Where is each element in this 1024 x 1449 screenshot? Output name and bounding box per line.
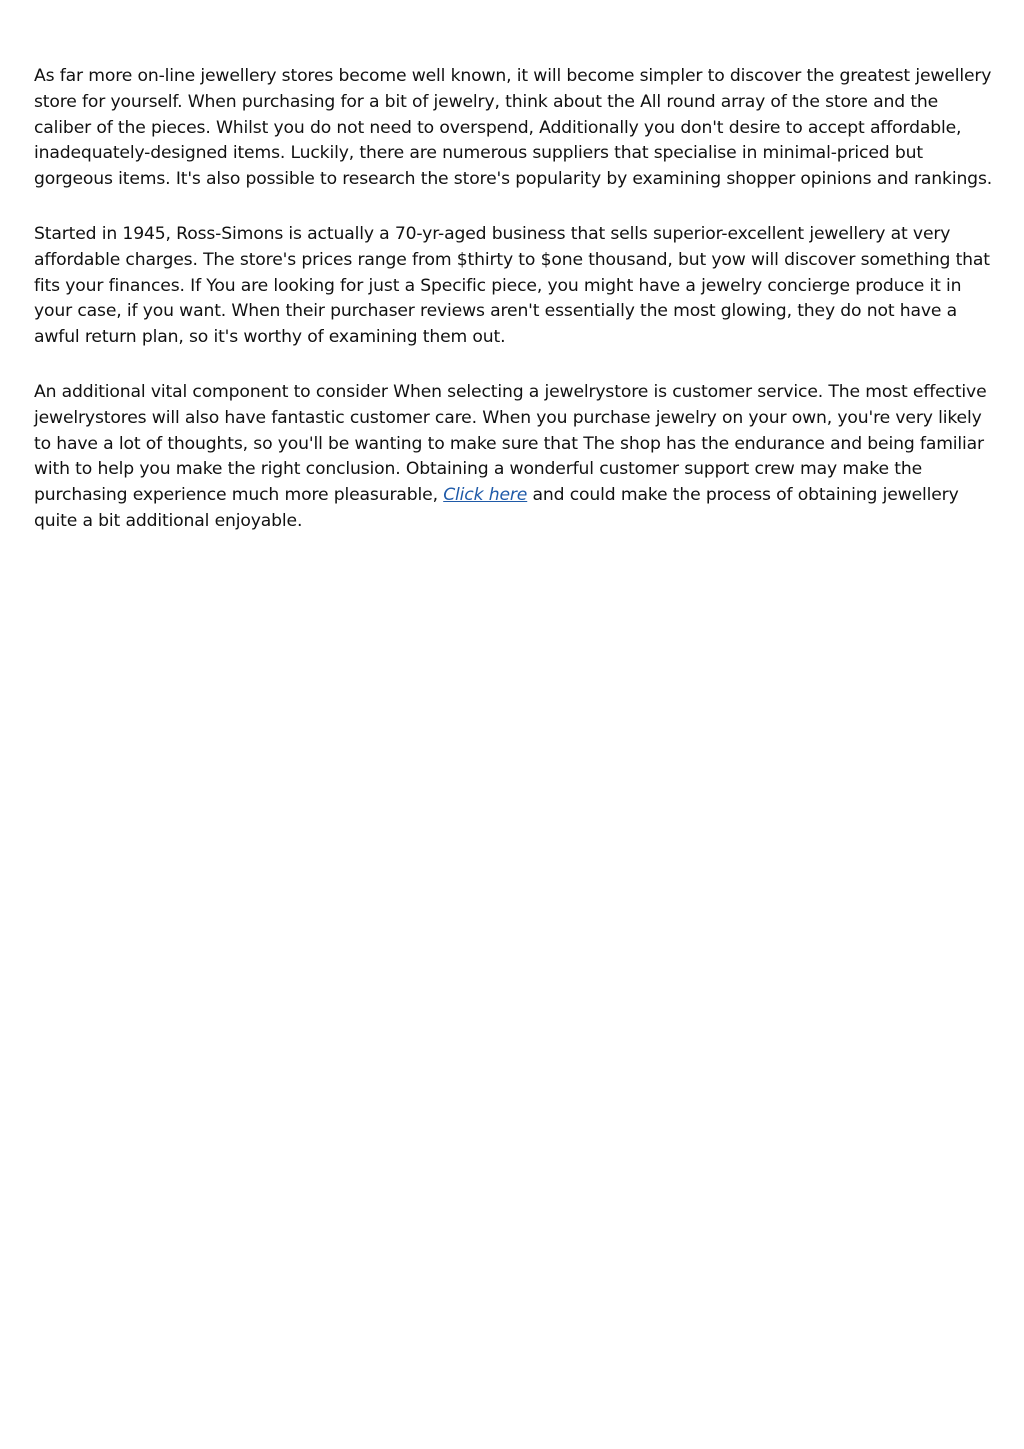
paragraph-intro: As far more on-line jewellery stores become well known, it will become simpler to discover the greatest jewellery store for yourself. When purchasing for a bit of jewelry, think about the All round array of the store and the caliber of the pieces. Whilst you do not need to overspend, Additionally you don't desire to accept affordable, inadequately-designed items. Luckily, there are numerous suppliers that specialise in minimal-priced but gorgeous items. It's also possible to research the store's popularity by examining shopper opinions and rankings. [34,66,993,190]
document-body [34,64,996,564]
click-here-link[interactable]: Click here [443,485,528,506]
paragraph-customer-service [34,380,996,535]
paragraph-ross-simons: Started in 1945, Ross-Simons is actually a 70-yr-aged business that sells superior-excellent jewellery at very affordable charges. The store's prices range from $thirty to $one thousand, but yow will discover something that fits your finances. If You are looking for just a Specific piece, you might have a jewelry concierge produce it in your case, if you want. When their purchaser reviews aren't essentially the most glowing, they do not have a awful return plan, so it's worthy of examining them out. [34,223,990,348]
paragraph-text-after-link: and could make the process of obtaining jewellery quite a bit additional enjoyable. [34,485,959,531]
paragraph-text-before-link: An additional vital component to consider When selecting a jewelrystore is customer service. The most effective jewelrystores will also have fantastic customer care. When you purchase jewelry on your own, you're very likely to have a lot of thoughts, so you'll be wanting to make sure that The shop has the endurance and being familiar with to help you make the right conclusion. Obtaining a wonderful customer support crew may make the purchasing experience much more pleasurable, [34,381,987,506]
